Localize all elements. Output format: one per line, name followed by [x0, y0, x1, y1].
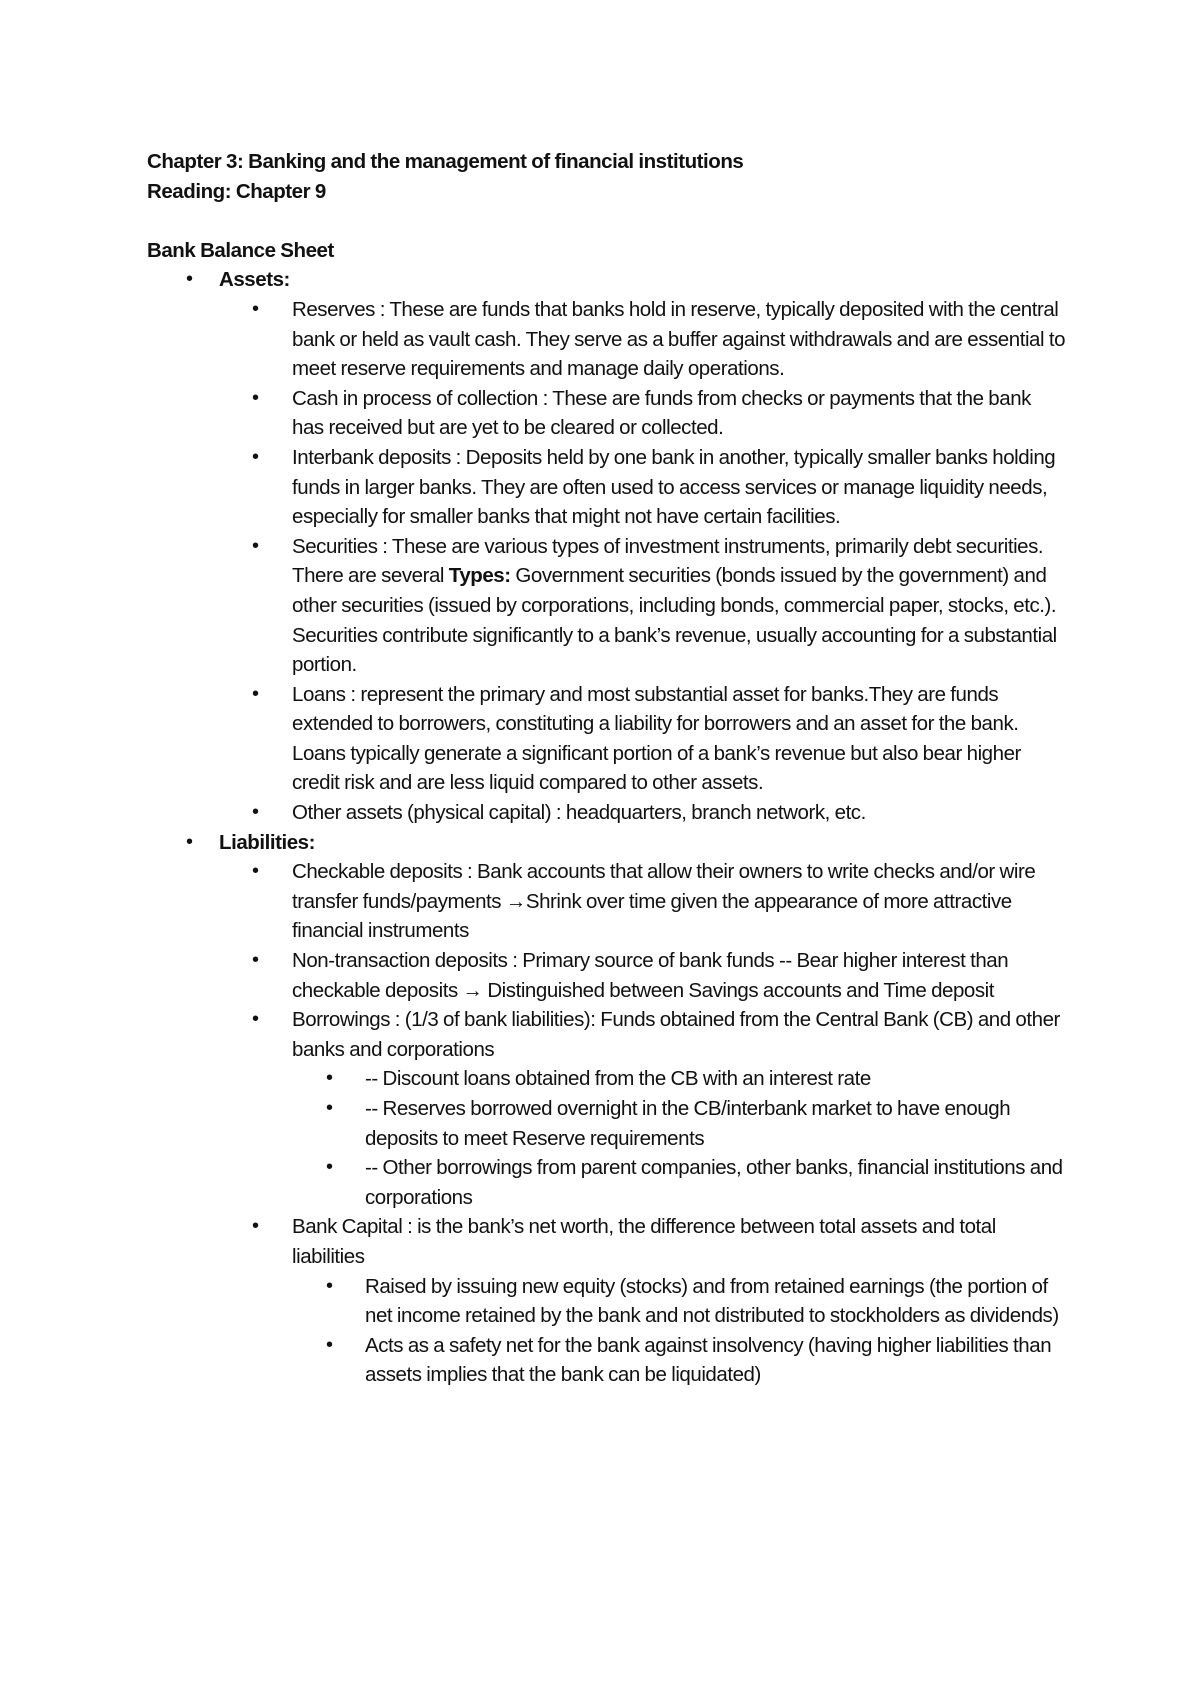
- list-item-text: Raised by issuing new equity (stocks) and from retained earnings (the portion of net income retained by the bank and not distributed to stockholders as dividends): [365, 1274, 1059, 1328]
- right-arrow-icon: →: [462, 978, 483, 1002]
- list-item-text: Other assets (physical capital) : headquarters, branch network, etc.: [292, 801, 866, 825]
- bullet-icon: •: [252, 682, 259, 705]
- bullet-icon: •: [252, 949, 259, 972]
- bullet-icon: •: [252, 297, 259, 320]
- bullet-icon: •: [252, 534, 259, 557]
- blank-line: [147, 206, 1067, 236]
- bullet-icon: •: [326, 1333, 333, 1356]
- liability-bank-capital: [147, 1212, 1067, 1271]
- liability-borrowings: [147, 1005, 1067, 1064]
- asset-reserves: [147, 295, 1067, 384]
- list-item-text: Securities : These are various types of investment instruments, primarily debt securities. There are several: [292, 534, 1044, 588]
- list-item-text: Checkable deposits : Bank accounts that allow their owners to write checks and/or wire transfer funds/payments: [292, 860, 1036, 913]
- bullet-icon: •: [252, 1008, 259, 1031]
- list-item-text: Shrink over time given the appearance of more attractive financial instruments: [292, 889, 1012, 943]
- bullet-icon: •: [252, 1215, 259, 1238]
- list-item-text: -- Other borrowings from parent companies, other banks, financial institutions and corporations: [365, 1156, 1063, 1209]
- list-item-text: Acts as a safety net for the bank against insolvency (having higher liabilities than assets implies that the bank can be liquidated): [365, 1333, 1052, 1387]
- borrowings-subitem: [147, 1094, 1067, 1153]
- bullet-icon: •: [252, 801, 259, 824]
- bullet-icon: •: [252, 445, 259, 468]
- assets-label: Assets:: [219, 268, 290, 292]
- assets-item: [147, 265, 1067, 295]
- list-item-text: Non-transaction deposits : Primary source of bank funds -- Bear higher interest than checkable deposits: [292, 949, 1009, 1002]
- reading-reference: Reading: Chapter 9: [147, 179, 326, 203]
- liabilities-label: Liabilities:: [219, 830, 315, 854]
- bullet-icon: •: [326, 1274, 333, 1297]
- list-item-text: Government securities (bonds issued by the government) and other securities (issued by corporations, including bonds, commercial paper, stocks, etc.). Securities contribute significantly to a bank’s revenue, usually accounting for a substantial portion.: [292, 564, 1057, 677]
- bullet-icon: •: [252, 386, 259, 409]
- bank-capital-subitem: [147, 1272, 1067, 1331]
- section-title: Bank Balance Sheet: [147, 238, 334, 262]
- types-label: Types:: [448, 564, 511, 588]
- balance-sheet-list: [147, 265, 1067, 1390]
- asset-interbank-deposits: [147, 443, 1067, 532]
- list-item-text: Interbank deposits : Deposits held by one bank in another, typically smaller banks holding funds in larger banks. They are often used to access services or manage liquidity needs, especially for smaller banks that might not have certain facilities.: [292, 445, 1056, 529]
- asset-cash-in-collection: [147, 384, 1067, 443]
- bullet-icon: •: [326, 1067, 333, 1090]
- list-item-text: Bank Capital : is the bank’s net worth, the difference between total assets and total liabilities: [292, 1215, 996, 1268]
- liability-checkable-deposits: [147, 857, 1067, 946]
- list-item-text: -- Reserves borrowed overnight in the CB/interbank market to have enough deposits to meet Reserve requirements: [365, 1097, 1011, 1150]
- list-item-text: Reserves : These are funds that banks hold in reserve, typically deposited with the central bank or held as vault cash. They serve as a buffer against withdrawals and are essential to meet reserve requirements and manage daily operations.: [292, 297, 1066, 381]
- bank-capital-subitem: [147, 1331, 1067, 1390]
- asset-other: [147, 798, 1067, 828]
- right-arrow-icon: →: [505, 889, 526, 913]
- bullet-icon: •: [186, 830, 193, 853]
- asset-securities: [147, 532, 1067, 680]
- borrowings-subitem: [147, 1153, 1067, 1212]
- bullet-icon: •: [326, 1097, 333, 1119]
- borrowings-subitem: [147, 1064, 1067, 1094]
- list-item-text: Distinguished between Savings accounts and Time deposit: [482, 978, 995, 1002]
- list-item-text: Cash in process of collection : These are funds from checks or payments that the bank has received but are yet to be cleared or collected.: [292, 386, 1031, 440]
- chapter-title: Chapter 3: Banking and the management of financial institutions: [147, 150, 744, 173]
- bullet-icon: •: [326, 1156, 333, 1179]
- list-item-text: Loans : represent the primary and most substantial asset for banks.They are funds extended to borrowers, constituting a liability for borrowers and an asset for the bank. Loans typically generate a significant portion of a bank’s revenue but also bear higher credit risk and are less liquid compared to other assets.: [292, 682, 1021, 795]
- list-item-text: -- Discount loans obtained from the CB with an interest rate: [365, 1067, 871, 1091]
- document-body: [147, 147, 1067, 1390]
- liability-non-transaction-deposits: [147, 946, 1067, 1005]
- bullet-icon: •: [252, 860, 259, 883]
- list-item-text: Borrowings : (1/3 of bank liabilities): Funds obtained from the Central Bank (CB) and other banks and corporations: [292, 1008, 1060, 1061]
- bullet-icon: •: [186, 268, 193, 291]
- liabilities-item: [147, 828, 1067, 858]
- asset-loans: [147, 680, 1067, 798]
